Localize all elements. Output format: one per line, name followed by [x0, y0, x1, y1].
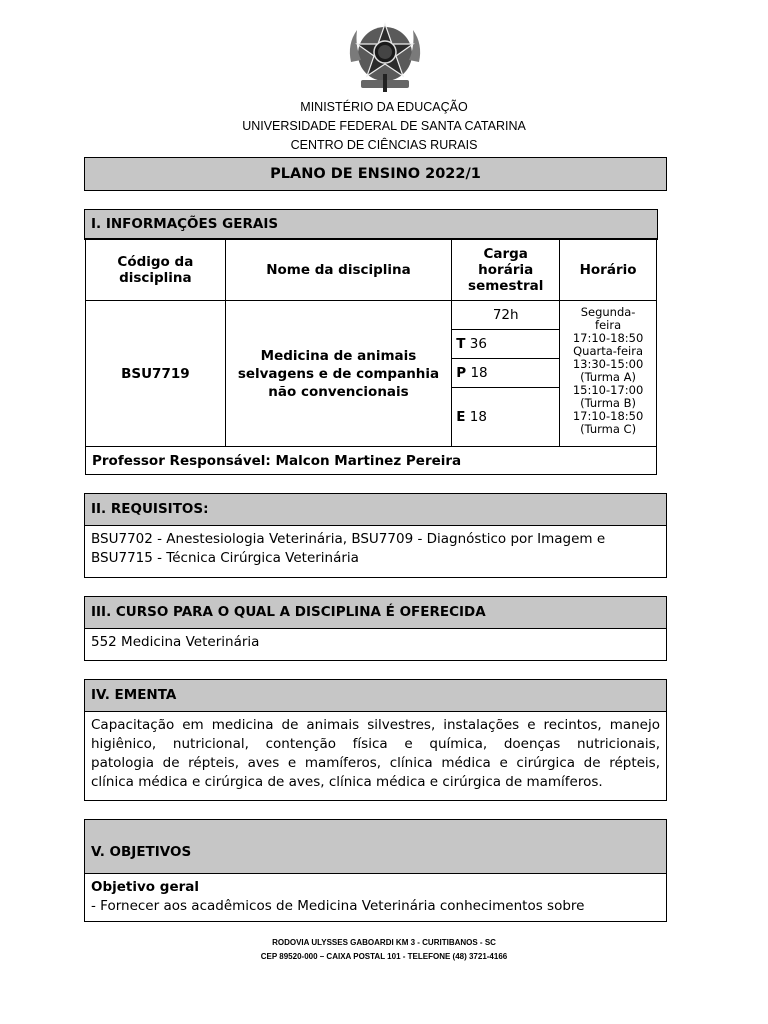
- section5-title: V. OBJETIVOS: [84, 819, 667, 874]
- schedule-cell: Segunda- feira 17:10-18:50 Quarta-feira 13:30-15:00 (Turma A) 15:10-17:00 (Turma B) 17:10-18:50 (Turma C): [560, 301, 657, 447]
- ministry-heading: MINISTÉRIO DA EDUCAÇÃO: [300, 100, 468, 114]
- general-info-table: [85, 238, 657, 475]
- university-heading: UNIVERSIDADE FEDERAL DE SANTA CATARINA: [242, 119, 526, 133]
- section3-title: III. CURSO PARA O QUAL A DISCIPLINA É OFERECIDA: [84, 596, 667, 629]
- objectives-body: [84, 874, 667, 922]
- total-hours: 72h: [452, 301, 560, 330]
- theory-hours: T 36: [452, 330, 560, 359]
- extension-hours: E 18: [452, 388, 560, 447]
- header-schedule: Horário: [560, 239, 657, 301]
- requirements-body: BSU7702 - Anestesiologia Veterinária, BSU7709 - Diagnóstico por Imagem e BSU7715 - Técnica Cirúrgica Veterinária: [84, 526, 667, 578]
- objectives-subtitle: Objetivo geral: [91, 879, 199, 895]
- header-code: Código da disciplina: [86, 239, 226, 301]
- header-name: Nome da disciplina: [225, 239, 452, 301]
- footer-address: RODOVIA ULYSSES GABOARDI KM 3 - CURITIBANOS - SC: [272, 938, 496, 947]
- section2-title: II. REQUISITOS:: [84, 493, 667, 526]
- center-heading: CENTRO DE CIÊNCIAS RURAIS: [290, 138, 478, 152]
- plan-title: PLANO DE ENSINO 2022/1: [84, 157, 667, 191]
- course-body: 552 Medicina Veterinária: [84, 629, 667, 661]
- course-code: BSU7719: [86, 301, 226, 447]
- syllabus-body: Capacitação em medicina de animais silvestres, instalações e recintos, manejo higiênico, nutricional, contenção física e química, doenças nutricionais, patologia de répteis, aves e mamíferos, clínica médica e cirúrgica de répteis, clínica médica e cirúrgica de aves, clínica médica e cirúrgica de mamíferos.: [84, 712, 667, 801]
- professor-row: Professor Responsável: Malcon Martinez Pereira: [86, 447, 657, 475]
- header-load: Carga horária semestral: [452, 239, 560, 301]
- objectives-text: - Fornecer aos acadêmicos de Medicina Veterinária conhecimentos sobre: [91, 898, 585, 914]
- course-name: Medicina de animais selvagens e de companhia não convencionais: [225, 301, 452, 447]
- coat-of-arms-emblem: [343, 14, 427, 98]
- practice-hours: P 18: [452, 359, 560, 388]
- section4-title: IV. EMENTA: [84, 679, 667, 712]
- section1-title: I. INFORMAÇÕES GERAIS: [84, 209, 658, 240]
- footer-contact: CEP 89520-000 – CAIXA POSTAL 101 - TELEFONE (48) 3721-4166: [260, 952, 508, 961]
